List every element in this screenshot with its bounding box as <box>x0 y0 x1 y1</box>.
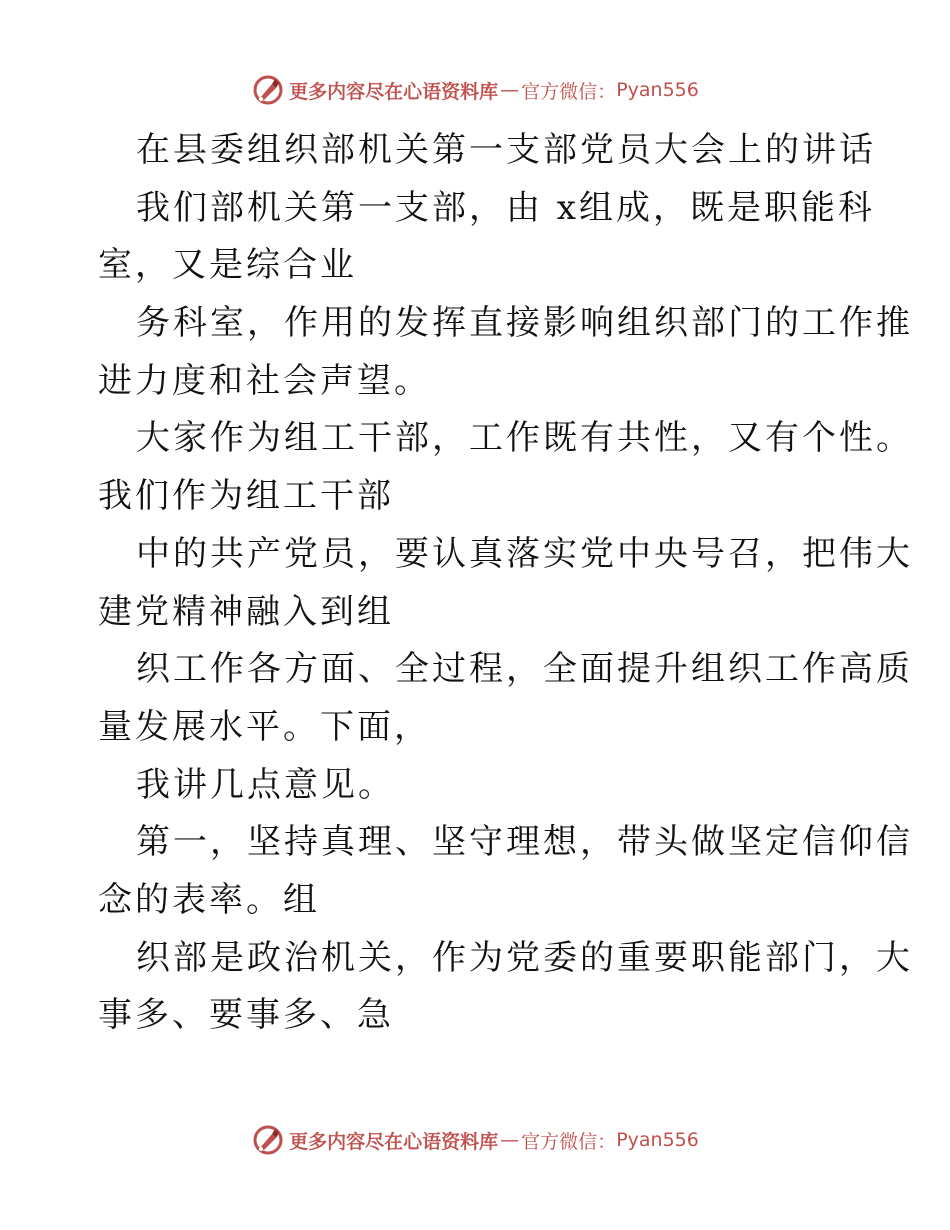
pen-in-circle-icon <box>251 73 285 107</box>
paragraph-line: 念的表率。组 <box>98 879 320 920</box>
paragraph-line: 我们部机关第一支部，由 x组成，既是职能科 <box>136 187 875 228</box>
header-dash: — <box>500 79 520 101</box>
paragraph-line: 进力度和社会声望。 <box>98 360 431 401</box>
paragraph-line: 织工作各方面、全过程，全面提升组织工作高质 <box>136 649 913 690</box>
paragraph-line: 织部是政治机关，作为党委的重要职能部门，大 <box>136 937 913 978</box>
paragraph-line: 我讲几点意见。 <box>136 764 395 805</box>
paragraph-line: 务科室，作用的发挥直接影响组织部门的工作推 <box>136 303 913 344</box>
footer-wechat-id: Pyan556 <box>616 1129 699 1151</box>
header-brand-text: 更多内容尽在心语资料库 <box>289 80 499 103</box>
footer-wechat-label: 官方微信： <box>521 1130 617 1153</box>
paragraph-line: 建党精神融入到组 <box>98 591 394 632</box>
footer-watermark-banner <box>0 1120 950 1160</box>
document-body <box>98 122 913 1045</box>
paragraph-line: 事多、要事多、急 <box>98 995 394 1036</box>
paragraph-line: 大家作为组工干部，工作既有共性，又有个性。 <box>136 418 913 459</box>
footer-brand-text: 更多内容尽在心语资料库 <box>289 1130 499 1153</box>
paragraph-line: 第一，坚持真理、坚守理想，带头做坚定信仰信 <box>136 822 913 863</box>
paragraph-line: 中的共产党员，要认真落实党中央号召，把伟大 <box>136 533 913 574</box>
header-wechat-id: Pyan556 <box>616 79 699 101</box>
header-wechat-label: 官方微信： <box>521 80 617 103</box>
paragraph-line: 我们作为组工干部 <box>98 476 394 517</box>
pen-in-circle-icon <box>251 1123 285 1157</box>
document-title: 在县委组织部机关第一支部党员大会上的讲话 <box>136 130 876 170</box>
header-watermark-banner <box>0 70 950 110</box>
paragraph-line: 量发展水平。下面， <box>98 706 431 747</box>
paragraph-line: 室，又是综合业 <box>98 245 357 286</box>
footer-dash: — <box>500 1129 520 1151</box>
